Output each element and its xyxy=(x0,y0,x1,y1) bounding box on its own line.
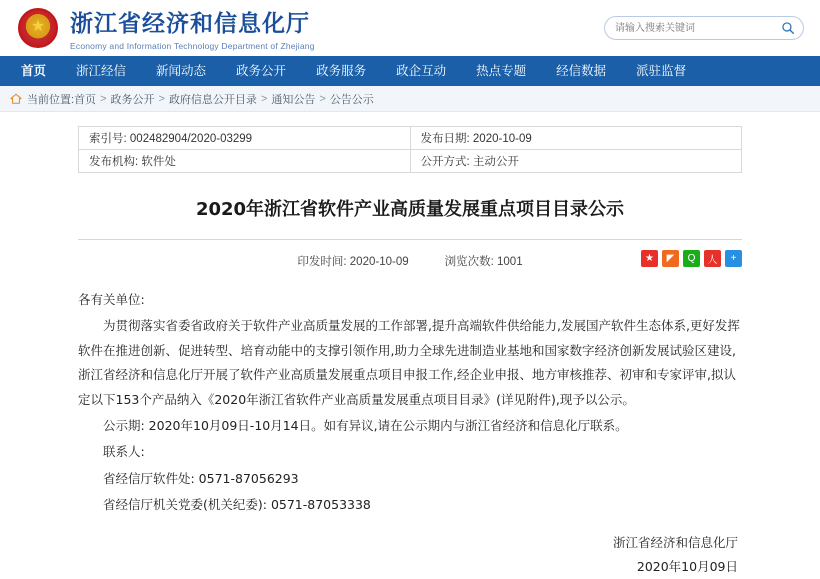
meta-cell-index xyxy=(79,127,411,150)
document-signature xyxy=(78,531,742,579)
search-icon[interactable] xyxy=(781,21,795,35)
meta-cell-publish-date xyxy=(410,127,742,150)
breadcrumb-separator: > xyxy=(100,92,107,105)
paragraph-3: 联系人: xyxy=(103,444,145,460)
national-emblem-icon: ★ xyxy=(16,6,60,50)
meta-label-agency: 发布机构: xyxy=(89,156,139,168)
meta-value-index: 002482904/2020-03299 xyxy=(129,133,253,145)
meta-value-agency: 软件处 xyxy=(141,156,176,168)
search-input[interactable] xyxy=(613,22,781,35)
meta-label-publish-date: 发布日期: xyxy=(420,133,470,145)
nav-item-4[interactable]: 政务服务 xyxy=(316,64,367,78)
home-icon xyxy=(10,93,22,105)
breadcrumb-prefix: 当前位置: xyxy=(27,93,75,106)
signature-org: 浙江省经济和信息化厅 xyxy=(612,535,738,551)
print-date-value: 2020-10-09 xyxy=(349,256,409,268)
print-date-label: 印发时间: xyxy=(297,256,347,268)
paragraph-2: 公示期: 2020年10月09日-10月14日。如有异议,请在公示期内与浙江省经济和信息化厅联系。 xyxy=(103,417,628,433)
meta-cell-disclosure xyxy=(410,150,742,173)
paragraph-1: 为贯彻落实省委省政府关于软件产业高质量发展的工作部署,提升高端软件供给能力,发展国产软件生态体系,更好发挥软件在推进创新、促进转型、培育动能中的支撑引领作用,助力全球先进制造业基地和国家数字经济创新发展试验区建设,浙江省经济和信息化厅开展了软件产业高质量发展重点项目申报工作,经企业申报、地方审核推荐、初审和专家评审,拟认定以下153个产品纳入《2020年浙江省软件产业高质量发展重点项目目录》(详见附件),现予以公示。 xyxy=(78,318,740,407)
weibo-icon[interactable]: 人 xyxy=(704,250,721,267)
meta-value-publish-date: 2020-10-09 xyxy=(472,133,532,145)
main-navigation xyxy=(0,56,820,86)
meta-label-index: 索引号: xyxy=(89,133,127,145)
nav-item-0[interactable]: 首页 xyxy=(21,64,47,78)
meta-cell-agency xyxy=(79,150,411,173)
star-icon[interactable]: ★ xyxy=(641,250,658,267)
page-title: 2020年浙江省软件产业高质量发展重点项目目录公示 xyxy=(195,199,625,220)
breadcrumb-separator: > xyxy=(158,92,165,105)
breadcrumb-separator: > xyxy=(260,92,268,105)
breadcrumb-item-2[interactable]: 政府信息公开目录 xyxy=(168,93,257,106)
table-row xyxy=(79,127,742,150)
site-subtitle: Economy and Information Technology Department of Zhejiang xyxy=(70,41,315,51)
nav-item-3[interactable]: 政务公开 xyxy=(236,64,287,78)
document-content xyxy=(0,112,820,579)
document-submeta xyxy=(78,250,742,272)
plus-icon[interactable]: + xyxy=(725,250,742,267)
document-body xyxy=(78,288,742,517)
paragraph-4: 省经信厅软件处: 0571-87056293 xyxy=(103,470,299,486)
nav-item-1[interactable]: 浙江经信 xyxy=(76,64,127,78)
meta-label-disclosure: 公开方式: xyxy=(420,156,470,168)
paragraph-5: 省经信厅机关党委(机关纪委): 0571-87053338 xyxy=(103,497,371,512)
nav-item-2[interactable]: 新闻动态 xyxy=(156,64,207,78)
wechat-icon[interactable]: Q xyxy=(683,250,700,267)
nav-item-8[interactable]: 派驻监督 xyxy=(636,64,687,78)
view-count-label: 浏览次数: xyxy=(444,256,494,268)
site-title: 浙江省经济和信息化厅 xyxy=(70,11,310,37)
rss-icon[interactable]: ◤ xyxy=(662,250,679,267)
search-box[interactable] xyxy=(604,16,804,40)
view-count-value: 1001 xyxy=(497,256,523,268)
document-meta-table xyxy=(78,126,742,173)
signature-date: 2020年10月09日 xyxy=(636,559,738,575)
site-branding xyxy=(70,5,315,51)
breadcrumb-item-4[interactable]: 公告公示 xyxy=(329,93,374,106)
breadcrumb xyxy=(0,86,820,112)
print-date xyxy=(297,253,408,269)
site-header xyxy=(0,0,820,56)
breadcrumb-item-0[interactable]: 首页 xyxy=(74,93,97,106)
share-icon-group xyxy=(641,250,742,267)
view-count xyxy=(445,253,523,269)
breadcrumb-separator: > xyxy=(319,92,326,105)
nav-item-7[interactable]: 经信数据 xyxy=(556,64,607,78)
nav-item-5[interactable]: 政企互动 xyxy=(396,64,447,78)
title-divider xyxy=(78,239,742,240)
paragraph-0: 各有关单位: xyxy=(78,292,145,307)
breadcrumb-item-3[interactable]: 通知公告 xyxy=(271,93,316,106)
table-row xyxy=(79,150,742,173)
breadcrumb-item-1[interactable]: 政务公开 xyxy=(110,93,155,106)
meta-value-disclosure: 主动公开 xyxy=(472,156,519,168)
nav-item-6[interactable]: 热点专题 xyxy=(476,64,527,78)
